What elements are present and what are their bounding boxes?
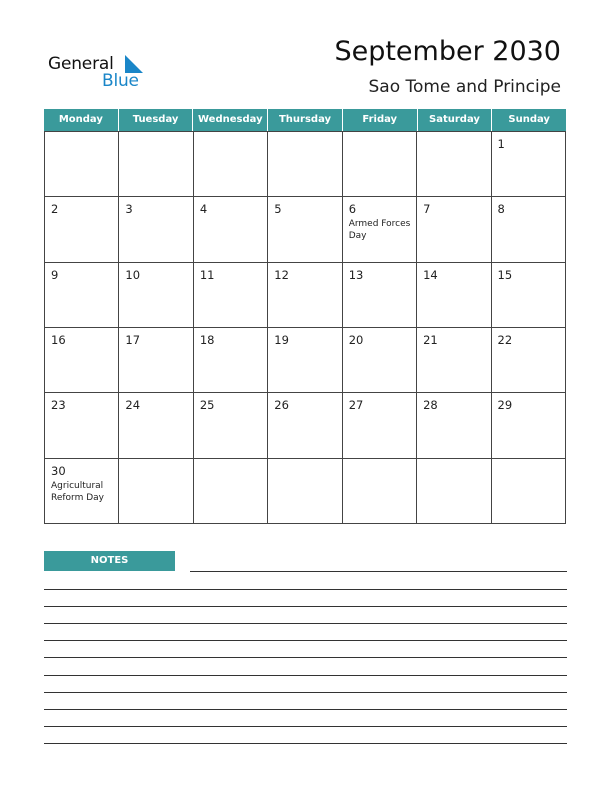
weekday-label: Monday: [44, 109, 119, 131]
day-cell: [45, 263, 119, 327]
day-number: 4: [199, 202, 208, 217]
logo-text-blue: Blue: [102, 71, 139, 91]
day-number: 1: [497, 137, 505, 151]
day-cell: [268, 132, 342, 196]
day-number: 25: [199, 398, 215, 413]
calendar-week-row: [45, 197, 566, 262]
day-cell: [417, 132, 491, 196]
day-cell: [417, 328, 491, 392]
day-cell: [343, 393, 417, 457]
notes-label: NOTES: [90, 555, 129, 566]
day-cell: [343, 459, 417, 523]
day-number: 27: [348, 398, 364, 413]
day-cell: [492, 459, 566, 523]
calendar-week-row: [45, 263, 566, 328]
day-cell: [194, 328, 268, 392]
calendar-week-row: [45, 459, 566, 524]
weekday-header: [44, 109, 566, 131]
notes-line: [44, 692, 567, 693]
day-cell: [45, 459, 119, 523]
day-cell: [492, 197, 566, 261]
day-cell: [45, 197, 119, 261]
day-cell: [268, 263, 342, 327]
calendar-week-row: [45, 132, 566, 197]
day-cell: [45, 328, 119, 392]
day-number: 19: [274, 332, 289, 347]
day-cell: [45, 393, 119, 457]
calendar-grid: [44, 131, 566, 524]
day-cell: [194, 393, 268, 457]
day-number: 21: [423, 332, 438, 347]
day-number: 26: [274, 398, 289, 413]
notes-line: [44, 726, 567, 727]
day-cell: [343, 328, 417, 392]
notes-line: [44, 709, 567, 710]
holiday-label: Agricultural Reform Day: [51, 480, 105, 503]
calendar-week-row: [45, 393, 566, 458]
day-cell: [417, 393, 491, 457]
notes-line: [44, 743, 567, 744]
day-cell: [119, 197, 193, 261]
day-number: 22: [497, 332, 513, 347]
day-cell: [343, 263, 417, 327]
day-number: 8: [497, 202, 505, 217]
day-cell: [268, 328, 342, 392]
day-number: 10: [125, 267, 141, 282]
day-cell: [194, 132, 268, 196]
day-number: 29: [497, 398, 513, 413]
day-cell: [417, 197, 491, 261]
day-cell: [492, 263, 566, 327]
day-number: 20: [348, 332, 364, 347]
day-cell: [343, 132, 417, 196]
day-number: 2: [51, 202, 59, 217]
day-number: 30: [51, 463, 66, 478]
weekday-label: Wednesday: [193, 109, 268, 131]
notes-line: [44, 606, 567, 607]
day-cell: [194, 459, 268, 523]
day-cell: [194, 197, 268, 261]
day-number: 24: [125, 398, 141, 413]
day-number: 15: [497, 267, 513, 282]
weekday-label: Sunday: [508, 114, 550, 125]
day-cell: [119, 328, 193, 392]
calendar-title: September 2030: [334, 36, 561, 67]
day-number: 5: [274, 202, 282, 217]
day-cell: [119, 263, 193, 327]
day-number: 13: [348, 267, 364, 282]
day-number: 11: [199, 267, 215, 282]
notes-line: [44, 589, 567, 590]
day-cell: [268, 459, 342, 523]
day-number: 17: [125, 332, 141, 347]
day-cell: [492, 393, 566, 457]
day-number: 7: [423, 202, 431, 217]
day-cell: [492, 132, 566, 196]
notes-line: [44, 675, 567, 676]
month-calendar: [44, 109, 566, 529]
day-cell: [268, 197, 342, 261]
day-number: 12: [274, 267, 289, 282]
day-number: 6: [348, 202, 357, 217]
day-cell: [417, 459, 491, 523]
day-cell: [343, 197, 417, 261]
generalblue-logo: [48, 52, 148, 92]
logo-text-general: General: [48, 54, 114, 74]
notes-line: [44, 657, 567, 658]
day-cell: [119, 132, 193, 196]
day-cell: [268, 393, 342, 457]
day-number: 16: [51, 332, 66, 347]
day-number: 28: [423, 398, 438, 413]
country-subtitle: Sao Tome and Principe: [368, 77, 561, 97]
holiday-label: Armed Forces Day: [348, 219, 411, 242]
day-number: 9: [51, 267, 59, 282]
day-number: 14: [423, 267, 438, 282]
calendar-week-row: [45, 328, 566, 393]
notes-line: [44, 640, 567, 641]
weekday-label: Friday: [343, 109, 418, 131]
weekday-label: Thursday: [268, 109, 343, 131]
day-cell: [45, 132, 119, 196]
day-cell: [194, 263, 268, 327]
weekday-label: Tuesday: [119, 109, 194, 131]
day-number: 18: [199, 332, 215, 347]
day-cell: [492, 328, 566, 392]
day-cell: [417, 263, 491, 327]
notes-line: [190, 571, 567, 572]
notes-line: [44, 623, 567, 624]
day-number: 23: [51, 398, 66, 413]
notes-header: [44, 551, 175, 571]
weekday-label: Saturday: [418, 109, 493, 131]
day-number: 3: [125, 202, 133, 217]
day-cell: [119, 393, 193, 457]
day-cell: [119, 459, 193, 523]
